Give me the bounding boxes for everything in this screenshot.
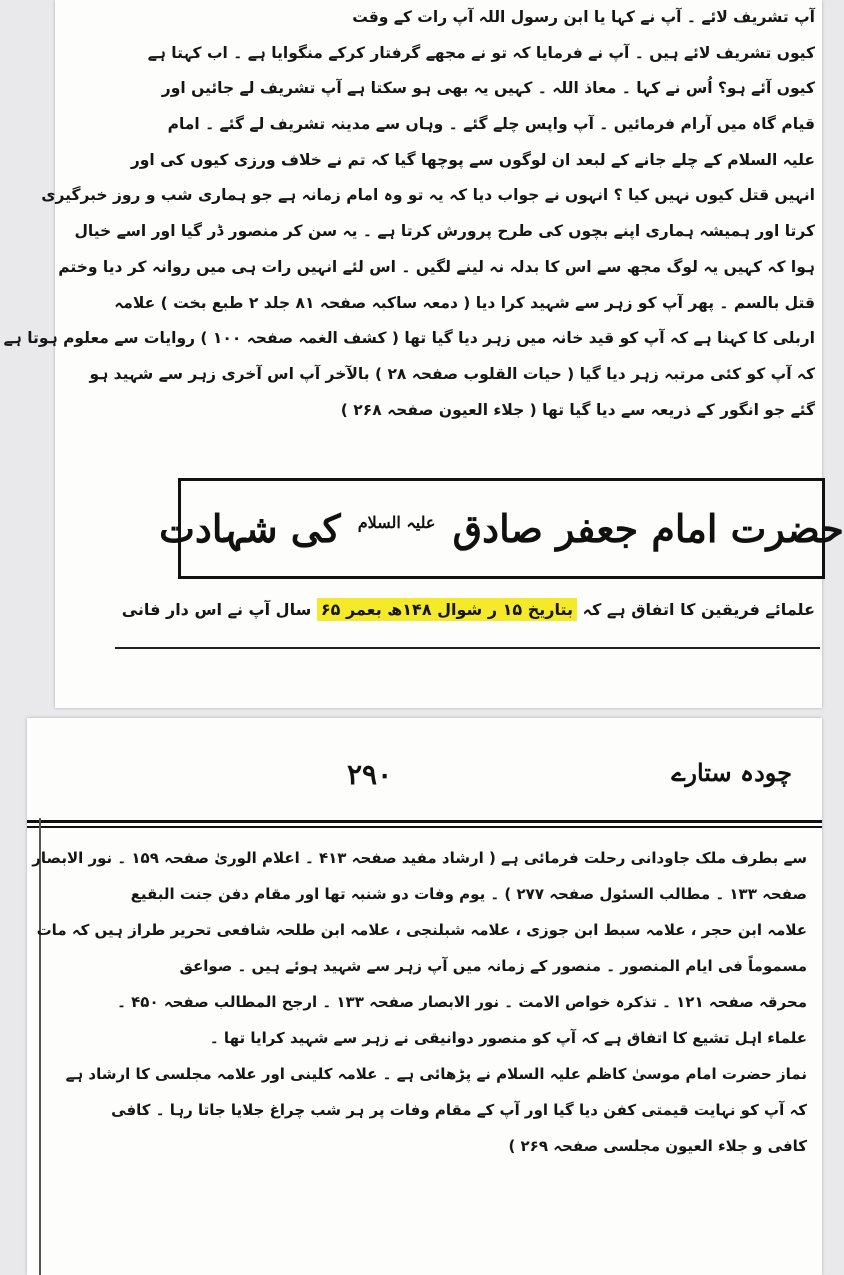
page-number: ۲۹۰ [347,758,393,791]
text-line: کرتا اور ہمیشہ ہماری اپنے بچوں کی طرح پرورش کرتا ہے ۔ یہ سن کر منصور ڈر گیا اور اسے خیال [74,222,815,241]
text-line: قیام گاہ میں آرام فرمائیں ۔ آپ واپس چلے گئے ۔ وہاں سے مدینہ تشریف لے گئے ۔ امام [167,115,815,134]
text-line: کیوں تشریف لائے ہیں ۔ آپ نے فرمایا کہ تو نے مجھے گرفتار کرکے منگوایا ہے ۔ اب کہتا ہے [147,43,815,62]
text-line: اربلی کا کہنا ہے کہ آپ کو قید خانہ میں زہر دیا گیا تھا ( کشف الغمہ صفحہ ۱۰۰ ) روایات سے معلوم ہوتا ہے [3,329,815,348]
sentence-start: علمائے فریقین کا اتفاق ہے کہ [582,600,815,619]
text-line: ہوا کہ کہیں یہ لوگ مجھ سے اس کا بدلہ نہ لینے لگیں ۔ اس لئے انہیں رات ہی میں روانہ کر دیا وختم [58,257,815,276]
text-line: نماز حضرت امام موسیٰ کاظم علیہ السلام نے پڑھائی ہے ۔ علامہ کلینی اور علامہ مجلسی کا ارشاد ہے [65,1065,807,1083]
heading-honorific: علیہ السلام [357,513,436,533]
lower-page-body [32,840,807,1164]
text-line: قتل بالسم ۔ پھر آپ کو زہر سے شہید کرا دیا ( دمعہ ساکبہ صفحہ ۸۱ جلد ۲ طبع بخت ) علامہ [114,293,815,312]
text-line: کہ آپ کو کئی مرتبہ زہر دیا گیا ( حیات القلوب صفحہ ۲۸ ) بالآخر آپ اس آخری زہر سے شہید ہو [89,364,815,383]
text-line: محرقہ صفحہ ۱۲۱ ۔ تذکرہ خواص الامت ۔ نور الابصار صفحہ ۱۳۳ ۔ ارجح المطالب صفحہ ۴۵۰ ۔ [117,993,807,1011]
text-line: کافی و جلاء العیون مجلسی صفحہ ۲۶۹ ) [508,1137,807,1155]
text-line: علامہ ابن حجر ، علامہ سبط ابن جوزی ، علامہ شبلنجی ، علامہ ابن طلحہ شافعی تحریر طراز ہیں کہ مات [36,921,807,939]
text-line: مسموماً فی ایام المنصور ۔ منصور کے زمانہ میں آپ زہر سے شہید ہوئے ہیں ۔ صواعق [179,957,807,975]
heading-name: حضرت امام جعفر صادق [452,506,844,551]
highlighted-date: بتاریخ ۱۵ ر شوال ۱۴۸ھ بعمر ۶۵ [317,598,577,621]
text-line: آپ تشریف لائے ۔ آپ نے کہا یا ابن رسول اللہ آپ رات کے وقت [352,8,815,26]
book-title: چودہ ستارے [671,758,792,787]
highlighted-sentence [121,590,815,630]
running-header [27,758,822,798]
header-double-rule [27,820,822,828]
text-line: صفحہ ۱۳۳ ۔ مطالب السئول صفحہ ۲۷۷ ) ۔ یوم وفات دو شنبہ تھا اور مقام دفن جنت البقیع [130,885,807,903]
page-end-rule [115,647,820,649]
text-line: سے بطرف ملک جاودانی رحلت فرمائی ہے ( ارشاد مفید صفحہ ۴۱۳ ۔ اعلام الوریٰ صفحہ ۱۵۹ ۔ نور الابصار [32,849,807,867]
text-line: علیہ السلام کے چلے جانے کے لبعد ان لوگوں سے پوچھا گیا کہ تم نے خلاف ورزی کیوں کی اور [130,150,815,169]
text-line: انہیں قتل کیوں نہیں کیا ؟ انہوں نے جواب دیا کہ یہ تو وہ امام زمانہ ہے جو ہماری شب و روز خبرگیری [41,186,815,205]
upper-book-page [3,0,844,708]
text-line: گئے جو انگور کے ذریعہ سے دیا گیا تھا ( جلاء العیون صفحہ ۲۶۸ ) [340,400,815,419]
text-line: علماء اہل تشیع کا اتفاق ہے کہ آپ کو منصور دوانیقی نے زہر سے شہید کرایا تھا ۔ [209,1029,807,1047]
text-line: کہ آپ کو نہایت قیمتی کفن دیا گیا اور آپ کے مقام وفات پر ہر شب چراغ جلایا جاتا رہا ۔ کافی [111,1101,807,1119]
section-heading [159,506,844,551]
heading-suffix: کی شہادت [159,506,341,551]
text-line: کیوں آئے ہو؟ اُس نے کہا ۔ معاذ اللہ ۔ کہیں یہ بھی ہو سکتا ہے آپ تشریف لے جائیں اور [161,79,815,98]
lower-book-page [27,718,822,1275]
upper-page-body [3,0,815,428]
sentence-end: سال آپ نے اس دار فانی [121,600,312,619]
section-heading-box [159,478,844,579]
